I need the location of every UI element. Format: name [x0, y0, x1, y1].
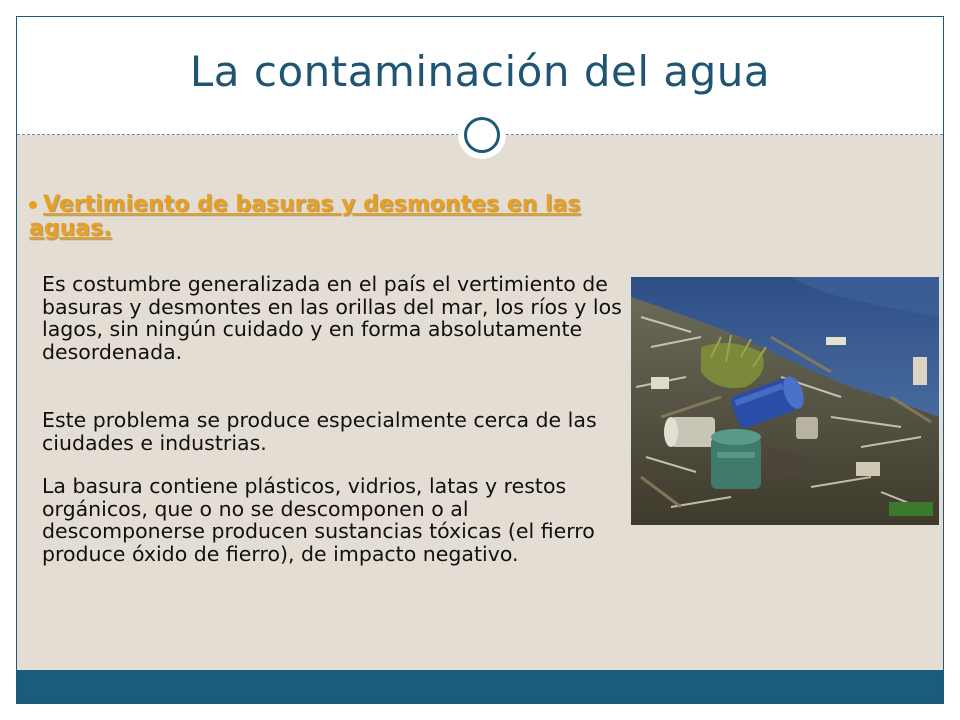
slide-title: La contaminación del agua — [189, 47, 771, 96]
paragraph-1: Es costumbre generalizada en el país el vertimiento de basuras y desmontes en las orillas del mar, los ríos y los lagos, sin ningún cuidado y en forma absolutamente desordenada. — [42, 272, 622, 364]
circle-ornament — [458, 111, 506, 159]
bullet-heading-text: Vertimiento de basuras y desmontes en las aguas. — [29, 192, 581, 241]
slide-frame — [16, 16, 944, 704]
paragraph-3: La basura contiene plásticos, vidrios, latas y restos orgánicos, que o no se descomponen o al descomponerse producen sustancias tóxicas (el fierro produce óxido de fierro), de impacto negativo. — [42, 474, 595, 566]
polluted-shore-illustration — [631, 277, 939, 525]
bullet-heading — [29, 193, 629, 241]
bullet-dot-icon — [29, 201, 37, 209]
circle-ring-icon — [464, 117, 500, 153]
footer-bar — [17, 670, 943, 703]
paragraph-2: Este problema se produce especialmente cerca de las ciudades e industrias. — [42, 408, 597, 455]
content-area — [17, 135, 943, 670]
polluted-shore-photo — [631, 277, 939, 525]
